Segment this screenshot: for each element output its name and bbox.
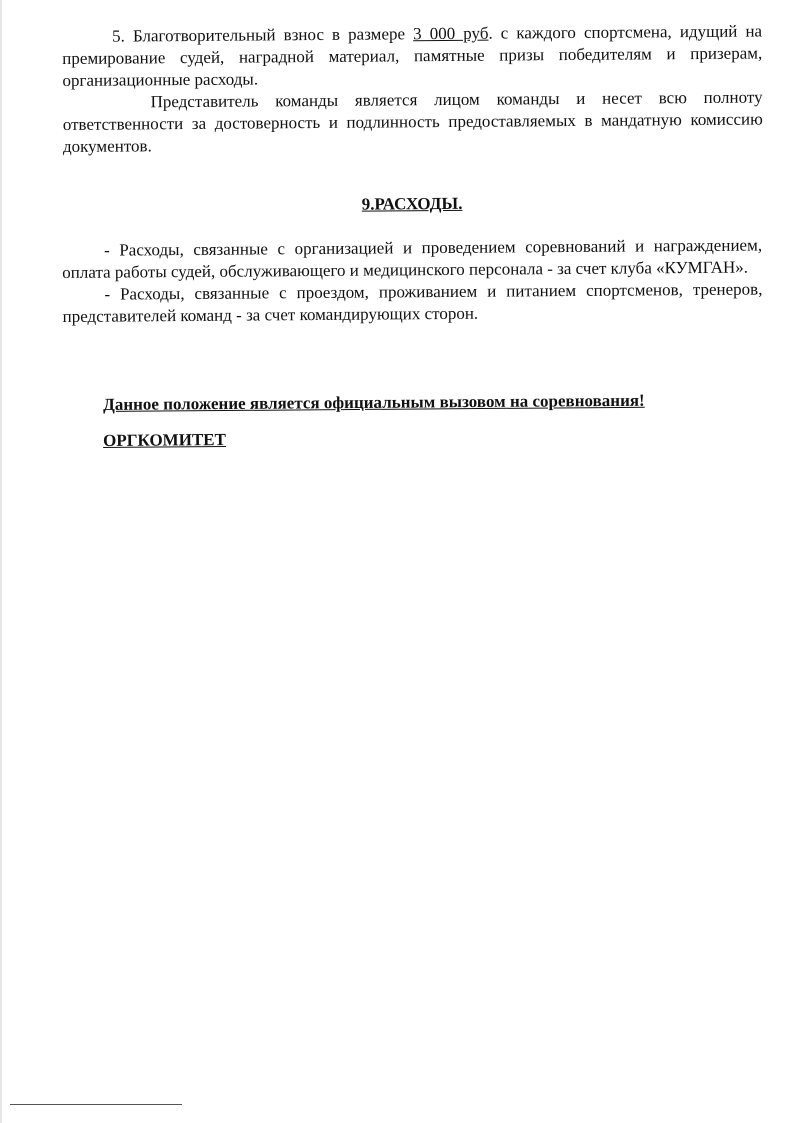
fee-paragraph (62, 21, 762, 92)
official-call-text: Данное положение является официальным вызовом на соревнования! (103, 390, 645, 414)
section-heading (62, 191, 762, 218)
fee-amount: 3 000 руб (412, 23, 489, 44)
expense-item-organization: - Расходы, связанные с организацией и проведением соревнований и награждением, оплата работы судей, обслуживающего и медицинского персонала - за счет клуба «КУМГАН». (62, 235, 763, 282)
expense-item-travel: - Расходы, связанные с проездом, проживанием и питанием спортсменов, тренеров, представителей команд - за счет командирующих сторон. (62, 279, 763, 326)
fee-suffix: . с каждого спортсмена, идущий на премирование судей, наградной материал, памятные призы победителям и призерам, организационные расходы. (62, 21, 763, 90)
official-call (103, 389, 703, 416)
representative-paragraph: Представитель команды является лицом команды и несет всю полноту ответственности за достоверность и подлинность предоставляемых в мандатную комиссию документов. (62, 87, 763, 156)
scan-edge (0, 0, 2, 1123)
signature-block (103, 428, 403, 452)
footnote-divider (10, 1104, 182, 1105)
fee-prefix: 5. Благотворительный взнос в размере (112, 24, 414, 46)
section-title: 9.РАСХОДЫ. (361, 193, 463, 214)
signature-text: ОРГКОМИТЕТ (103, 430, 226, 450)
fee-section (62, 21, 763, 158)
expenses-section (62, 235, 763, 328)
